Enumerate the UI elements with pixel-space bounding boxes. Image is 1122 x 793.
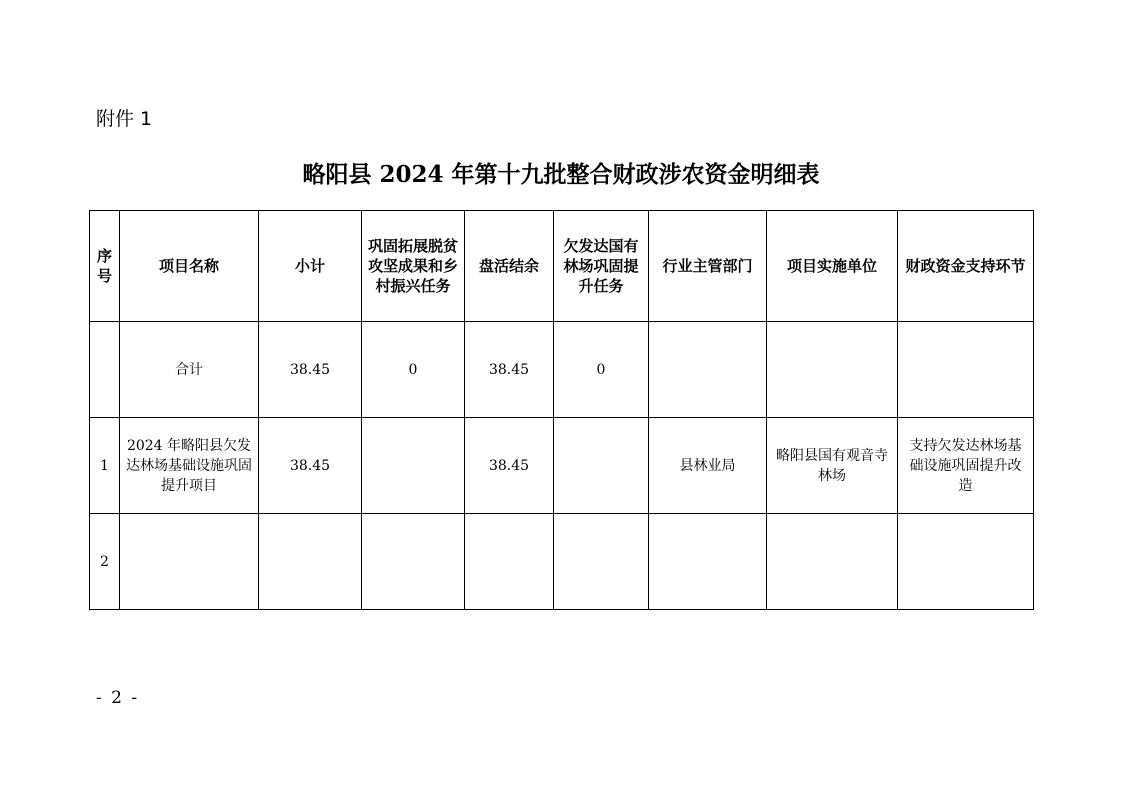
cell-subtotal: 38.45 — [259, 418, 362, 514]
cell-competent-department — [649, 322, 767, 418]
cell-poverty-consolidation: 0 — [362, 322, 465, 418]
header-competent-department: 行业主管部门 — [649, 211, 767, 322]
cell-forest-farm-task: 0 — [554, 322, 649, 418]
cell-revitalized-surplus — [465, 514, 554, 610]
cell-project-name: 2024 年略阳县欠发达林场基础设施巩固提升项目 — [120, 418, 259, 514]
table-row — [90, 514, 1034, 610]
cell-competent-department — [649, 514, 767, 610]
cell-subtotal — [259, 514, 362, 610]
cell-funding-stage: 支持欠发达林场基础设施巩固提升改造 — [898, 418, 1034, 514]
cell-poverty-consolidation — [362, 418, 465, 514]
table-row-total — [90, 322, 1034, 418]
cell-project-name — [120, 514, 259, 610]
cell-project-name: 合计 — [120, 322, 259, 418]
cell-competent-department: 县林业局 — [649, 418, 767, 514]
funds-detail-table — [89, 210, 1034, 610]
cell-implementing-unit — [767, 322, 898, 418]
cell-revitalized-surplus: 38.45 — [465, 322, 554, 418]
header-funding-stage: 财政资金支持环节 — [898, 211, 1034, 322]
cell-funding-stage — [898, 322, 1034, 418]
cell-implementing-unit: 略阳县国有观音寺林场 — [767, 418, 898, 514]
cell-serial: 1 — [90, 418, 120, 514]
header-project-name: 项目名称 — [120, 211, 259, 322]
header-implementing-unit: 项目实施单位 — [767, 211, 898, 322]
header-subtotal: 小计 — [259, 211, 362, 322]
cell-forest-farm-task — [554, 514, 649, 610]
cell-serial: 2 — [90, 514, 120, 610]
page-number: - 2 - — [96, 688, 140, 708]
cell-poverty-consolidation — [362, 514, 465, 610]
cell-funding-stage — [898, 514, 1034, 610]
attachment-label: 附件 1 — [96, 108, 153, 130]
cell-implementing-unit — [767, 514, 898, 610]
table-row — [90, 418, 1034, 514]
header-serial: 序号 — [90, 211, 120, 322]
header-poverty-consolidation: 巩固拓展脱贫攻坚成果和乡村振兴任务 — [362, 211, 465, 322]
table-header-row — [90, 211, 1034, 322]
document-title: 略阳县 2024 年第十九批整合财政涉农资金明细表 — [302, 161, 820, 188]
header-revitalized-surplus: 盘活结余 — [465, 211, 554, 322]
cell-forest-farm-task — [554, 418, 649, 514]
header-forest-farm-task: 欠发达国有林场巩固提升任务 — [554, 211, 649, 322]
cell-serial — [90, 322, 120, 418]
cell-revitalized-surplus: 38.45 — [465, 418, 554, 514]
cell-subtotal: 38.45 — [259, 322, 362, 418]
